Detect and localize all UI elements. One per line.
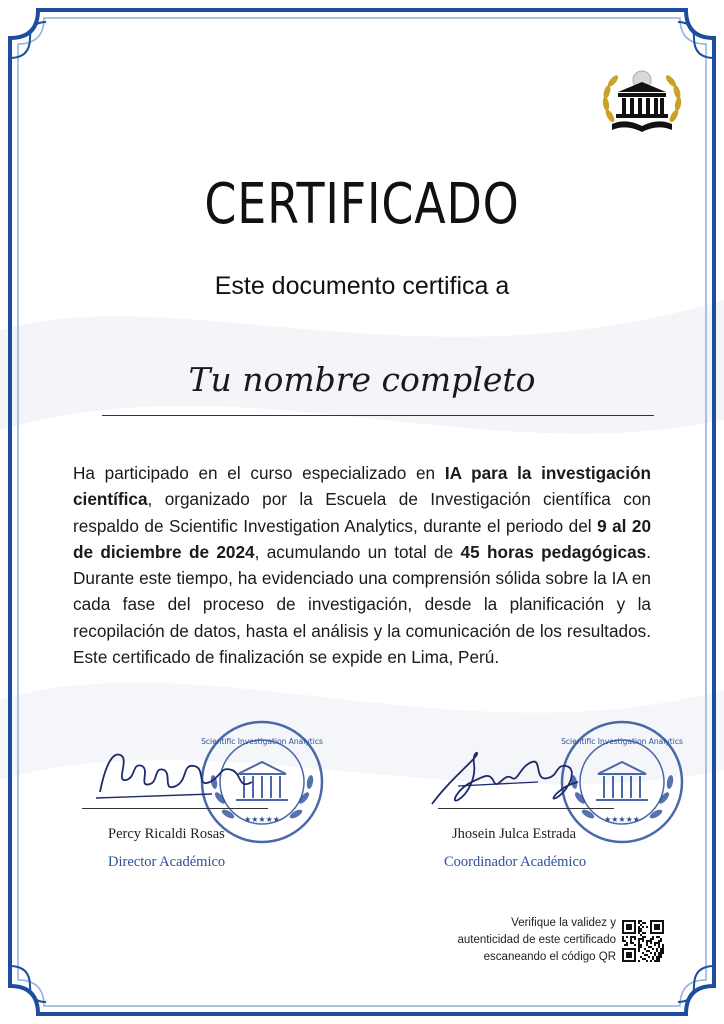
verification-line: Verifique la validez y bbox=[511, 917, 616, 929]
body-text-part: , acumulando un total de bbox=[254, 541, 461, 562]
verification-line: autenticidad de este certificado bbox=[457, 934, 616, 946]
seal-text: Scientific Investigation Analytics bbox=[201, 737, 323, 746]
body-text-part: , organizado por la Escuela de Investigación científica con respaldo de Scientific Investigation Analytics, durante el periodo del bbox=[73, 489, 651, 536]
seal-text: Scientific Investigation Analytics bbox=[561, 737, 683, 746]
qr-code-icon[interactable] bbox=[622, 920, 664, 962]
institution-logo bbox=[596, 64, 688, 142]
recipient-name-underline bbox=[102, 415, 654, 416]
certificate-body-text bbox=[73, 460, 651, 670]
signatory-name: Percy Ricaldi Rosas bbox=[108, 826, 225, 842]
signature-percy bbox=[92, 742, 262, 806]
certificate-title: CERTIFICADO bbox=[204, 172, 520, 237]
verification-line: escaneando el código QR bbox=[483, 951, 616, 963]
signature-jhosein bbox=[428, 742, 598, 812]
body-text-part: . Durante este tiempo, ha evidenciado una comprensión sólida sobre la IA en cada fase del proceso de investigación, desde la planificación y la recopilación de datos, hasta el análisis y la comunicación de los resultados. Este certificado de finalización se expide en Lima, Perú. bbox=[73, 541, 651, 668]
signatory-name: Jhosein Julca Estrada bbox=[452, 826, 577, 842]
signature-line bbox=[82, 808, 268, 809]
body-text-part: Ha participado en el curso especializado en bbox=[73, 463, 445, 483]
signature-line bbox=[438, 808, 614, 809]
signatory-role: Coordinador Académico bbox=[444, 854, 587, 870]
course-hours: 45 horas pedagógicas bbox=[460, 541, 647, 562]
certificate-subtitle: Este documento certifica a bbox=[214, 272, 510, 300]
svg-text:★★★★★: ★★★★★ bbox=[604, 815, 640, 824]
recipient-name: Tu nombre completo bbox=[188, 360, 536, 399]
signatory-role: Director Académico bbox=[108, 854, 226, 870]
course-dates: 9 al 20 de diciembre de 2024 bbox=[73, 515, 652, 562]
svg-text:★★★★★: ★★★★★ bbox=[244, 815, 280, 824]
verification-note bbox=[430, 915, 616, 966]
course-name: IA para la investigación científica bbox=[73, 463, 651, 510]
